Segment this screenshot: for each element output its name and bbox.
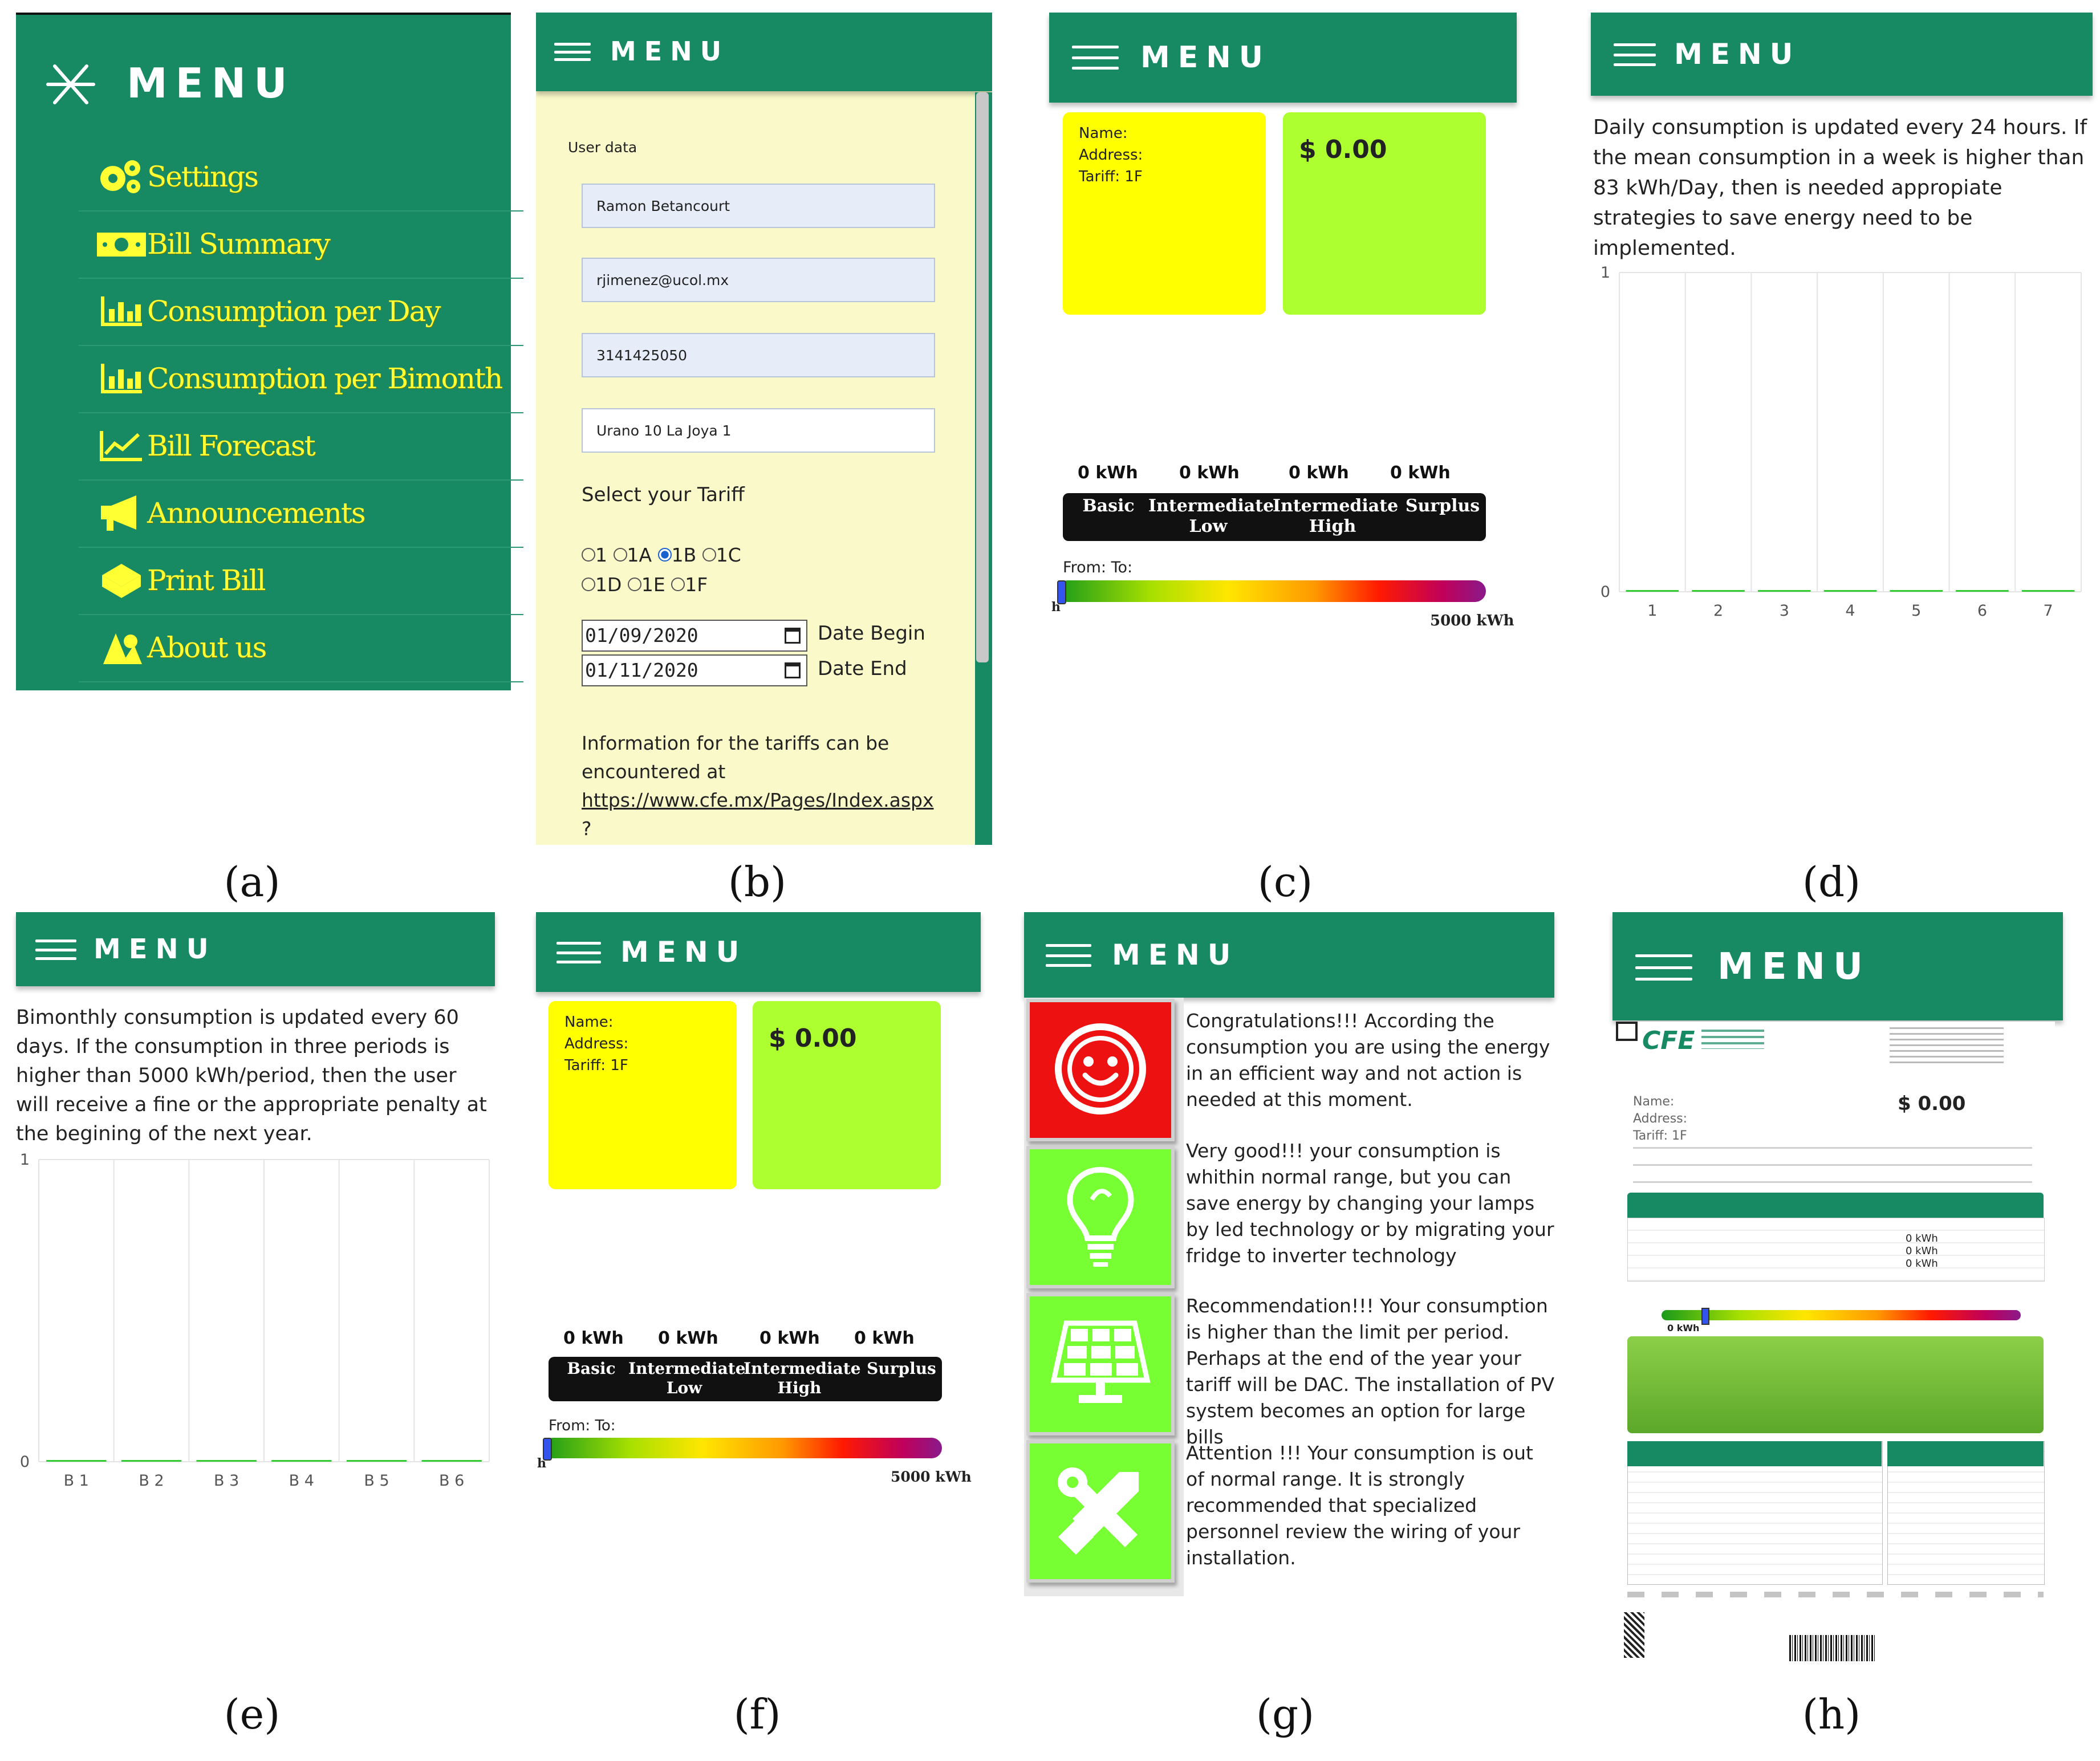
cfe-logo: CFE: [1642, 1026, 1695, 1055]
status-tile-attention: [1026, 1440, 1175, 1583]
caption-g: (g): [1256, 1690, 1315, 1738]
nav-label: Bill Forecast: [147, 429, 315, 462]
tariff-label: Tariff: 1F: [1633, 1129, 1687, 1143]
hamburger-icon[interactable]: [1072, 46, 1119, 70]
bill-kwh-3: 0 kWh: [1906, 1258, 1938, 1270]
tariff-radio-1a[interactable]: [614, 544, 652, 566]
x-tick-label: B 3: [214, 1472, 239, 1490]
range-label-int-low-bottom: Low: [1189, 516, 1228, 536]
account-info-card: [1063, 112, 1266, 315]
nav-label: Print Bill: [147, 564, 265, 597]
summary-table-right-header: [1887, 1441, 2044, 1466]
chart-bar: [2022, 590, 2075, 592]
hamburger-icon[interactable]: [1046, 944, 1091, 967]
hamburger-icon[interactable]: [1635, 954, 1692, 981]
bill-info-lines: [1633, 1147, 2032, 1187]
message-recommendation: Recommendation!!! Your consumption is higher than the limit per period. Perhaps at the end of the year your tariff will be DAC. The installation of PV system becomes an option for large bills: [1186, 1295, 1555, 1448]
radio-icon: [671, 577, 685, 591]
menu-title: MENU: [610, 36, 730, 67]
tariff-option-label: 1F: [685, 574, 708, 596]
panel-d: [1591, 13, 2093, 640]
date-begin-label: Date Begin: [818, 622, 925, 645]
consumption-scale: [1057, 580, 1486, 602]
menu-title: MENU: [1717, 946, 1871, 988]
nav-label: Consumption per Bimonth: [147, 362, 502, 395]
chart-bar: [1626, 590, 1679, 592]
bimonthly-consumption-chart: [16, 1152, 495, 1505]
tariff-option-label: 1D: [595, 574, 622, 596]
tariff-radio-1b[interactable]: [658, 544, 697, 566]
date-end-field[interactable]: [582, 654, 807, 686]
y-tick-label: 1: [19, 1152, 30, 1169]
chart-bar: [1890, 590, 1943, 592]
y-tick-label: 0: [19, 1453, 30, 1471]
kwh-intermediate-high: 0 kWh: [759, 1328, 820, 1348]
print-icon: [96, 560, 147, 600]
caption-f: (f): [733, 1690, 781, 1738]
chart-bar: [271, 1460, 331, 1462]
kwh-basic: 0 kWh: [1078, 463, 1138, 483]
nav-item-bill-summary[interactable]: [79, 210, 523, 279]
tariff-label: Tariff: 1F: [564, 1057, 628, 1074]
scale-end-label: 5000 kWh: [1430, 612, 1514, 629]
bill-kwh-1: 0 kWh: [1906, 1233, 1938, 1245]
account-info-card: [549, 1001, 737, 1189]
kwh-surplus: 0 kWh: [1390, 463, 1451, 483]
range-label-basic: Basic: [567, 1359, 616, 1378]
info-tail: ?: [582, 818, 592, 840]
panel-b: [536, 13, 992, 845]
tariff-info-link[interactable]: https://www.cfe.mx/Pages/Index.aspx: [582, 789, 934, 811]
tools-icon: [1052, 1462, 1149, 1561]
amount-value: $ 0.00: [769, 1024, 857, 1053]
menu-header: [536, 912, 981, 992]
tariff-radio-1d[interactable]: [582, 574, 622, 596]
tariff-radio-1e[interactable]: [628, 574, 665, 596]
range-label-int-low-top: Intermediate: [628, 1359, 746, 1378]
chart-bar: [121, 1460, 181, 1462]
nav-item-consumption-bimonth[interactable]: [79, 345, 523, 413]
gears-icon: [96, 157, 147, 197]
consumption-table-header: [1627, 1193, 2044, 1218]
consumption-table: [1627, 1218, 2045, 1282]
x-tick-label: 7: [2043, 602, 2053, 620]
hamburger-icon[interactable]: [1614, 43, 1656, 66]
print-icon[interactable]: [1616, 1022, 1638, 1041]
x-tick-label: 4: [1845, 602, 1855, 620]
radio-icon: [582, 577, 595, 591]
chart-bar: [1824, 590, 1877, 592]
amount-value: $ 0.00: [1299, 135, 1387, 164]
megaphone-icon: [96, 493, 147, 533]
section-label: User data: [568, 139, 637, 156]
solar-panel-icon: [1049, 1317, 1152, 1411]
nav-item-announcements[interactable]: [79, 479, 523, 548]
bill-scale-label: 0 kWh: [1667, 1323, 1700, 1333]
scale-start-label: h: [537, 1456, 546, 1471]
date-end-label: Date End: [818, 657, 907, 680]
bimonthly-consumption-description: Bimonthly consumption is updated every 60 days. If the consumption in three periods is higher than 5000 kWh/period, then the user will receive a fine or the appropriate penalty at the begining of the next year.: [16, 1006, 487, 1145]
chart-bar: [1758, 590, 1811, 592]
message-excellent: Congratulations!!! According the consumption you are using the energy in an efficient way and not action is needed at this moment.: [1186, 1010, 1550, 1111]
range-label-int-high-top: Intermediate: [744, 1359, 861, 1378]
caption-e: (e): [224, 1690, 281, 1738]
phone-field[interactable]: 3141425050: [582, 333, 935, 377]
menu-title: MENU: [127, 59, 295, 107]
kwh-basic: 0 kWh: [563, 1328, 624, 1348]
range-label-int-high-top: Intermediate: [1273, 496, 1399, 516]
radio-icon: [628, 577, 641, 591]
x-tick-label: B 1: [63, 1472, 89, 1490]
nav-label: Bill Summary: [147, 227, 330, 261]
tariff-options: [582, 540, 775, 600]
menu-header: [1591, 13, 2093, 96]
nav-label: About us: [147, 631, 266, 664]
social-footer: [1627, 1592, 2044, 1597]
money-icon: [96, 224, 147, 264]
caption-c: (c): [1257, 858, 1313, 906]
y-tick-label: 1: [1600, 264, 1610, 282]
info-line-1: Information for the tariffs can be: [582, 732, 889, 754]
chart-bar: [197, 1460, 257, 1462]
nav-label: Settings: [147, 160, 258, 193]
scale-end-label: 5000 kWh: [891, 1469, 972, 1485]
bill-scale-marker: [1701, 1308, 1709, 1325]
chart-bar: [347, 1460, 407, 1462]
status-tile-good: [1026, 1146, 1175, 1288]
amount-card: [1283, 112, 1486, 315]
x-tick-label: B 2: [139, 1472, 164, 1490]
caption-d: (d): [1802, 858, 1861, 906]
date-begin-value: 01/09/2020: [585, 624, 698, 646]
nav-label: Announcements: [147, 497, 365, 530]
x-tick-label: 6: [1977, 602, 1988, 620]
x-tick-label: 5: [1911, 602, 1922, 620]
radio-icon: [614, 548, 627, 562]
address-label: Address:: [1079, 147, 1143, 164]
smiley-icon: [1052, 1020, 1149, 1120]
date-begin-field[interactable]: [582, 620, 807, 652]
line-chart-icon: [96, 426, 147, 466]
status-tile-recommendation: [1026, 1293, 1175, 1435]
panel-c: [1049, 13, 1517, 640]
radio-icon: [582, 548, 595, 562]
bar-chart-icon: [96, 359, 147, 398]
radio-selected-icon: [658, 548, 672, 562]
caption-h: (h): [1802, 1690, 1861, 1738]
x-tick-label: B 5: [364, 1472, 389, 1490]
about-icon: [96, 628, 147, 668]
menu-header: [536, 13, 992, 91]
x-tick-label: 1: [1647, 602, 1658, 620]
x-tick-label: B 4: [289, 1472, 314, 1490]
tariff-option-label: 1E: [641, 574, 665, 596]
calendar-icon[interactable]: [785, 662, 801, 678]
from-to-label: From: To:: [549, 1417, 616, 1434]
chart-bar: [422, 1460, 482, 1462]
address-field[interactable]: Urano 10 La Joya 1: [582, 408, 935, 453]
address-label: Address:: [1633, 1112, 1688, 1126]
date-end-value: 01/11/2020: [585, 659, 698, 681]
bill-preview: [1616, 1022, 2055, 1609]
range-label-basic: Basic: [1082, 496, 1135, 516]
panel-h: [1612, 912, 2063, 1676]
panel-a: [16, 13, 511, 690]
menu-header: [1049, 13, 1517, 103]
kwh-intermediate-low: 0 kWh: [658, 1328, 718, 1348]
range-label-bar: [1063, 493, 1486, 541]
info-line-2: encountered at: [582, 760, 726, 783]
range-label-int-high-bottom: High: [777, 1378, 822, 1397]
daily-consumption-description: Daily consumption is updated every 24 hours. If the mean consumption in a week is higher than 83 kWh/Day, then is needed appropiate strategies to save energy need to be implemented.: [1593, 116, 2087, 260]
chart-bar: [1692, 590, 1745, 592]
menu-header: [1024, 912, 1554, 998]
message-attention: Attention !!! Your consumption is out of normal range. It is strongly recommended that specialized personnel review the wiring of your installation.: [1186, 1442, 1533, 1569]
consumption-scale: [543, 1438, 942, 1458]
menu-title: MENU: [1674, 38, 1801, 71]
bill-consumption-scale: [1662, 1310, 2021, 1320]
nav-item-print-bill[interactable]: [79, 547, 523, 615]
calendar-icon[interactable]: [785, 628, 801, 644]
tariff-label: Select your Tariff: [582, 483, 745, 506]
name-label: Name:: [1079, 125, 1128, 142]
range-label-surplus: Surplus: [1405, 496, 1480, 516]
hamburger-icon[interactable]: [35, 940, 76, 960]
hamburger-icon[interactable]: [557, 942, 601, 963]
amount-value: $ 0.00: [1898, 1092, 1966, 1115]
name-label: Name:: [1633, 1095, 1675, 1109]
app-banner: [1627, 1336, 2044, 1433]
panel-f: [536, 912, 981, 1511]
menu-header: [1612, 912, 2063, 1020]
kwh-surplus: 0 kWh: [854, 1328, 915, 1348]
y-tick-label: 0: [1600, 583, 1610, 601]
range-label-bar: [549, 1357, 942, 1401]
name-field[interactable]: Ramon Betancourt: [582, 184, 935, 228]
x-tick-label: 3: [1779, 602, 1789, 620]
tariff-radio-1c[interactable]: [702, 544, 741, 566]
x-tick-label: B 6: [439, 1472, 465, 1490]
bar-chart-icon: [96, 291, 147, 331]
nav-item-settings[interactable]: [79, 143, 523, 212]
caption-b: (b): [728, 858, 787, 906]
message-good: Very good!!! your consumption is whithin normal range, but you can save energy by changing your lamps by led technology or by migrating your fridge to inverter technology: [1186, 1140, 1554, 1267]
range-label-int-low-top: Intermediate: [1148, 496, 1274, 516]
bill-kwh-2: 0 kWh: [1906, 1245, 1938, 1257]
menu-header: [16, 912, 495, 986]
nav-item-consumption-day[interactable]: [79, 278, 523, 346]
nav-item-about-us[interactable]: [79, 614, 523, 682]
hamburger-icon[interactable]: [554, 43, 591, 61]
range-label-int-high-bottom: High: [1309, 516, 1356, 536]
range-label-surplus: Surplus: [867, 1359, 936, 1378]
header-address-lines: [1890, 1027, 2004, 1064]
name-label: Name:: [564, 1014, 614, 1031]
status-tile-excellent: [1026, 999, 1175, 1141]
x-tick-label: 2: [1713, 602, 1724, 620]
caption-a: (a): [224, 858, 281, 906]
tariff-option-label: 1B: [671, 544, 697, 566]
menu-title: MENU: [1112, 938, 1239, 971]
menu-title: MENU: [620, 936, 748, 969]
nav-label: Consumption per Day: [147, 295, 440, 328]
summary-table-left-header: [1627, 1441, 1882, 1466]
address-label: Address:: [564, 1035, 629, 1052]
lightbulb-icon: [1058, 1162, 1143, 1272]
tariff-radio-1f[interactable]: [671, 574, 708, 596]
from-to-label: From: To:: [1063, 559, 1133, 576]
panel-e: [16, 912, 495, 1511]
kwh-intermediate-high: 0 kWh: [1289, 463, 1349, 483]
tariff-option-label: 1A: [627, 544, 652, 566]
scale-start-label: h: [1051, 600, 1061, 615]
tariff-label: Tariff: 1F: [1079, 168, 1143, 185]
menu-title: MENU: [1140, 40, 1272, 75]
scrollbar-thumb[interactable]: [976, 92, 989, 662]
tariff-option-label: 1C: [716, 544, 741, 566]
qr-code: [1624, 1612, 1644, 1658]
barcode: [1789, 1635, 1875, 1661]
chart-bar: [46, 1460, 106, 1462]
range-label-int-low-bottom: Low: [666, 1378, 702, 1397]
chart-bar: [1956, 590, 2009, 592]
amount-card: [753, 1001, 941, 1189]
daily-consumption-chart: [1591, 263, 2093, 640]
email-field[interactable]: rjimenez@ucol.mx: [582, 258, 935, 302]
menu-title: MENU: [94, 933, 217, 965]
tariff-radio-1[interactable]: [582, 544, 607, 566]
issuer-lines: [1701, 1030, 1764, 1049]
radio-icon: [702, 548, 716, 562]
close-icon[interactable]: [42, 56, 99, 113]
tariff-option-label: 1: [595, 544, 607, 566]
kwh-intermediate-low: 0 kWh: [1179, 463, 1240, 483]
panel-g: [1024, 912, 1554, 1596]
nav-item-bill-forecast[interactable]: [79, 412, 523, 481]
